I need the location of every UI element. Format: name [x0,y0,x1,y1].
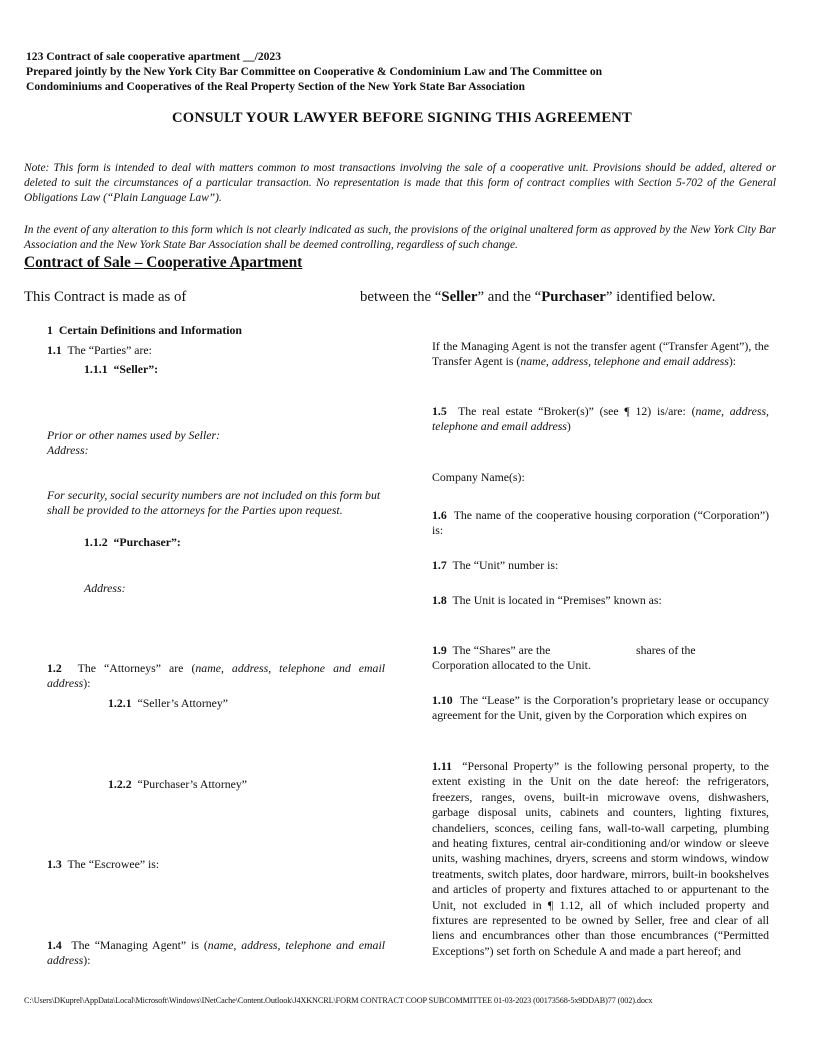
section-1-8-premises: 1.8 The Unit is located in “Premises” known as: [432,593,662,607]
section-1-10-lease: 1.10 The “Lease” is the Corporation’s proprietary lease or occupancy agreement for the Unit, given by the Corporation which expires on [432,693,769,723]
section-1-1: 1.1 The “Parties” are: [47,343,152,357]
company-names-label: Company Name(s): [432,470,525,484]
transfer-agent-paragraph: If the Managing Agent is not the transfer agent (“Transfer Agent”), the Transfer Agent is (name, address, telephone and email address): [432,339,769,369]
intro-made-as-of: This Contract is made as of [24,289,187,305]
section-1-9-corporation: Corporation allocated to the Unit. [432,658,591,672]
section-1-2-2-purchaser-attorney: 1.2.2 “Purchaser’s Attorney” [108,777,248,791]
section-1-4-managing-agent: 1.4 The “Managing Agent” is (name, address, telephone and email address): [47,938,386,968]
header-prepared-by-line1: Prepared jointly by the New York City Bar Committee on Cooperative & Condominium Law and The Committee on [26,65,603,78]
seller-address-label: Address: [47,443,89,457]
note-plain-language: Note: This form is intended to deal with matters common to most transactions involving the sale of a cooperative unit. Provisions should be added, altered or deleted to suit the circumstances of a particular transaction. No representation is made that this form of contract complies with Section 5-702 of the General Obligations Law (“Plain Language Law”). [24,162,776,205]
section-1-9-shares: 1.9 The “Shares” are the [432,643,551,657]
note-alteration: In the event of any alteration to this form which is not clearly indicated as such, the provisions of the original unaltered form as approved by the New York City Bar Association and the New York State Bar Association shall be deemed controlling, regardless of such change. [24,224,776,252]
section-1-11-personal-property: 1.11 “Personal Property” is the following personal property, to the extent existing in the Unit on the date hereof: the refrigerators, freezers, ranges, ovens, built-in microwave ovens, dishwashers, garbage disposal units, cabinets and counters, lighting fixtures, chandeliers, sconces, ceiling fans, wall-to-wall carpeting, plumbing and heating fixtures, central air-conditioning and/or window or sleeve units, washing machines, dryers, screens and storm windows, window treatments, switch plates, door hardware, mirrors, built-in bookshelves and articles of property and fixtures attached to or appurtenant to the Unit, not excluded in ¶ 1.12, all of which included property and fixtures are represented to be owned by Seller, free and clear of all liens and encumbrances other than those encumbrances (“Permitted Exceptions”) set forth on Schedule A and made a part hereof; and [432,759,769,958]
section-1-1-2-purchaser: 1.1.2 “Purchaser”: [84,535,181,549]
consult-lawyer-heading: CONSULT YOUR LAWYER BEFORE SIGNING THIS AGREEMENT [172,110,632,126]
section-1-7-unit: 1.7 The “Unit” number is: [432,558,559,572]
header-prepared-by-line2: Condominiums and Cooperatives of the Real Property Section of the New York State Bar Association [26,80,525,93]
section-1-9-shares-cont: shares of the [636,643,696,657]
section-1-2-1-seller-attorney: 1.2.1 “Seller’s Attorney” [108,696,229,710]
contract-title: Contract of Sale – Cooperative Apartment [24,254,303,271]
header-form-number: 123 Contract of sale cooperative apartment __/2023 [26,50,282,63]
section-1-3-escrowee: 1.3 The “Escrowee” is: [47,857,160,871]
footer-file-path: C:\Users\DKuprel\AppData\Local\Microsoft\Windows\INetCache\Content.Outlook\J4XKNCRL\FORM CONTRACT COOP SUBCOMMITTEE 01-03-2023 (00173568-5x9DDAB)77 (002).docx [24,996,653,1005]
section-1-2-attorneys: 1.2 The “Attorneys” are (name, address, telephone and email address): [47,661,386,691]
section-1-5-brokers: 1.5 The real estate “Broker(s)” (see ¶ 12) is/are: (name, address, telephone and email address) [432,404,769,434]
social-security-note: For security, social security numbers are not included on this form but shall be provided to the attorneys for the Parties upon request. [47,488,381,518]
prior-names-label: Prior or other names used by Seller: [47,428,220,442]
section-1-heading: 1 Certain Definitions and Information [47,323,242,337]
section-1-1-1-seller: 1.1.1 “Seller”: [84,362,159,376]
purchaser-address-label: Address: [84,581,126,595]
intro-parties: between the “Seller” and the “Purchaser” identified below. [360,289,716,305]
section-1-6-corporation: 1.6 The name of the cooperative housing corporation (“Corporation”) is: [432,508,769,538]
